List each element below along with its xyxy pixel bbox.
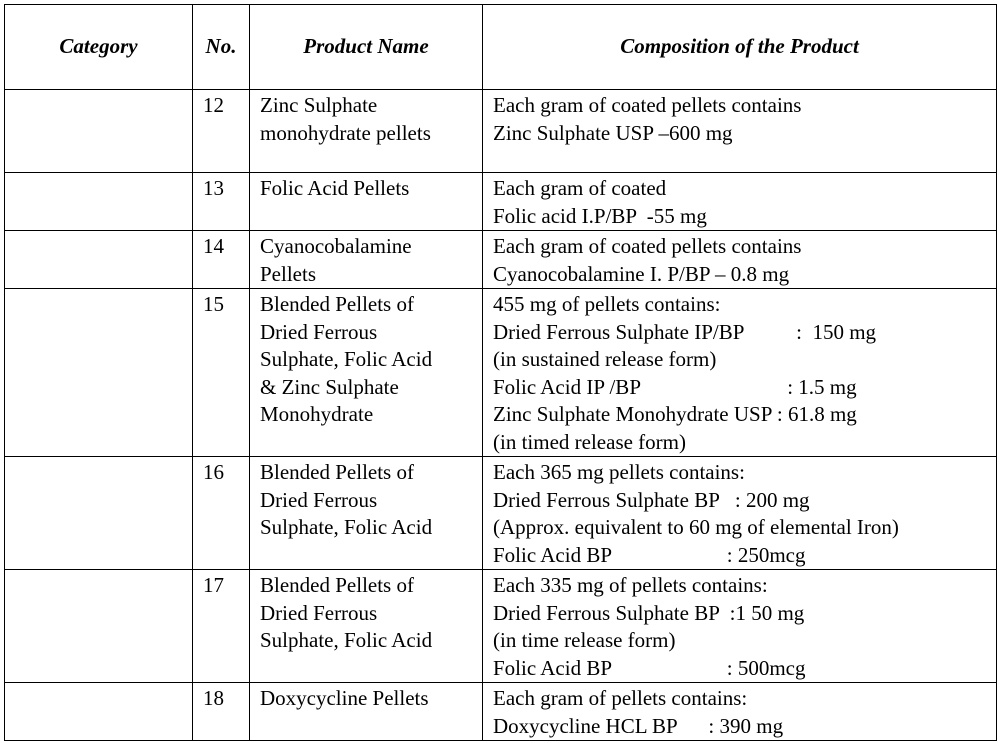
header-category: Category — [5, 5, 193, 90]
composition-line: (in time release form) — [493, 628, 676, 652]
product-name-cell — [250, 683, 483, 741]
header-composition: Composition of the Product — [483, 5, 997, 90]
category-cell — [5, 231, 193, 289]
composition-line: Cyanocobalamine I. P/BP – 0.8 mg — [493, 261, 790, 286]
composition-line: Zinc Sulphate Monohydrate USP : 61.8 mg — [493, 402, 857, 426]
table-row — [5, 570, 997, 683]
product-name-cell — [250, 90, 483, 173]
product-name-line: Cyanocobalamine — [260, 234, 412, 258]
product-name-cell — [250, 173, 483, 231]
number-cell: 13 — [193, 173, 250, 231]
composition-line: Each 335 mg of pellets contains: — [493, 573, 768, 597]
product-name-line: Dried Ferrous — [260, 319, 378, 344]
number-cell: 15 — [193, 289, 250, 457]
category-cell — [5, 90, 193, 173]
composition-cell — [483, 90, 997, 173]
product-name-line: & Zinc Sulphate — [260, 374, 399, 399]
composition-line: (Approx. equivalent to 60 mg of elemental Iron) — [493, 515, 899, 539]
product-name-line: Sulphate, Folic Acid — [260, 628, 433, 652]
composition-line: Folic Acid BP : 500mcg — [493, 655, 806, 680]
composition-line: (in timed release form) — [493, 429, 686, 454]
composition-line: Dried Ferrous Sulphate IP/BP : 150 mg — [493, 319, 877, 344]
header-product-name: Product Name — [250, 5, 483, 90]
product-name-line: Sulphate, Folic Acid — [260, 515, 433, 539]
composition-line: Dried Ferrous Sulphate BP :1 50 mg — [493, 600, 805, 625]
composition-cell — [483, 231, 997, 289]
composition-line: Each 365 mg pellets contains: — [493, 460, 745, 484]
table-row — [5, 289, 997, 457]
composition-cell — [483, 683, 997, 741]
product-name-line: Dried Ferrous — [260, 487, 378, 512]
category-cell — [5, 173, 193, 231]
product-name-line: Blended Pellets of — [260, 460, 414, 484]
category-cell — [5, 683, 193, 741]
header-no: No. — [193, 5, 250, 90]
product-name-line: Folic Acid Pellets — [260, 176, 410, 200]
composition-line: Doxycycline HCL BP : 390 mg — [493, 713, 784, 738]
composition-line: Zinc Sulphate USP –600 mg — [493, 120, 733, 145]
product-name-line: Sulphate, Folic Acid — [260, 347, 433, 371]
number-cell: 18 — [193, 683, 250, 741]
composition-cell — [483, 457, 997, 570]
product-name-line: Zinc Sulphate — [260, 93, 378, 117]
product-name-cell — [250, 570, 483, 683]
composition-line: Dried Ferrous Sulphate BP : 200 mg — [493, 487, 810, 512]
number-cell: 14 — [193, 231, 250, 289]
composition-cell — [483, 289, 997, 457]
composition-cell — [483, 173, 997, 231]
composition-line: Each gram of pellets contains: — [493, 686, 748, 710]
category-cell — [5, 457, 193, 570]
number-cell: 17 — [193, 570, 250, 683]
table-row — [5, 173, 997, 231]
product-name-line: Blended Pellets of — [260, 292, 414, 316]
composition-line: Each gram of coated pellets contains — [493, 234, 802, 258]
composition-line: Folic Acid BP : 250mcg — [493, 542, 806, 567]
composition-line: Folic acid I.P/BP -55 mg — [493, 203, 707, 228]
table-row — [5, 231, 997, 289]
composition-line: Folic Acid IP /BP : 1.5 mg — [493, 374, 857, 399]
product-name-line: Doxycycline Pellets — [260, 686, 429, 710]
composition-line: Each gram of coated — [493, 176, 667, 200]
number-cell: 16 — [193, 457, 250, 570]
product-name-line: Dried Ferrous — [260, 600, 378, 625]
header-row — [5, 5, 997, 90]
composition-cell — [483, 570, 997, 683]
composition-line: (in sustained release form) — [493, 347, 717, 371]
table-body — [5, 90, 997, 741]
category-cell — [5, 570, 193, 683]
product-name-cell — [250, 457, 483, 570]
composition-line: Each gram of coated pellets contains — [493, 93, 802, 117]
product-name-line: Pellets — [260, 261, 316, 286]
product-name-cell — [250, 289, 483, 457]
number-cell: 12 — [193, 90, 250, 173]
product-name-line: Blended Pellets of — [260, 573, 414, 597]
composition-line: 455 mg of pellets contains: — [493, 292, 721, 316]
product-name-line: Monohydrate — [260, 402, 374, 426]
table-row — [5, 90, 997, 173]
category-cell — [5, 289, 193, 457]
table-row — [5, 683, 997, 741]
product-name-cell — [250, 231, 483, 289]
product-table — [4, 4, 997, 741]
table-row — [5, 457, 997, 570]
product-name-line: monohydrate pellets — [260, 120, 431, 145]
